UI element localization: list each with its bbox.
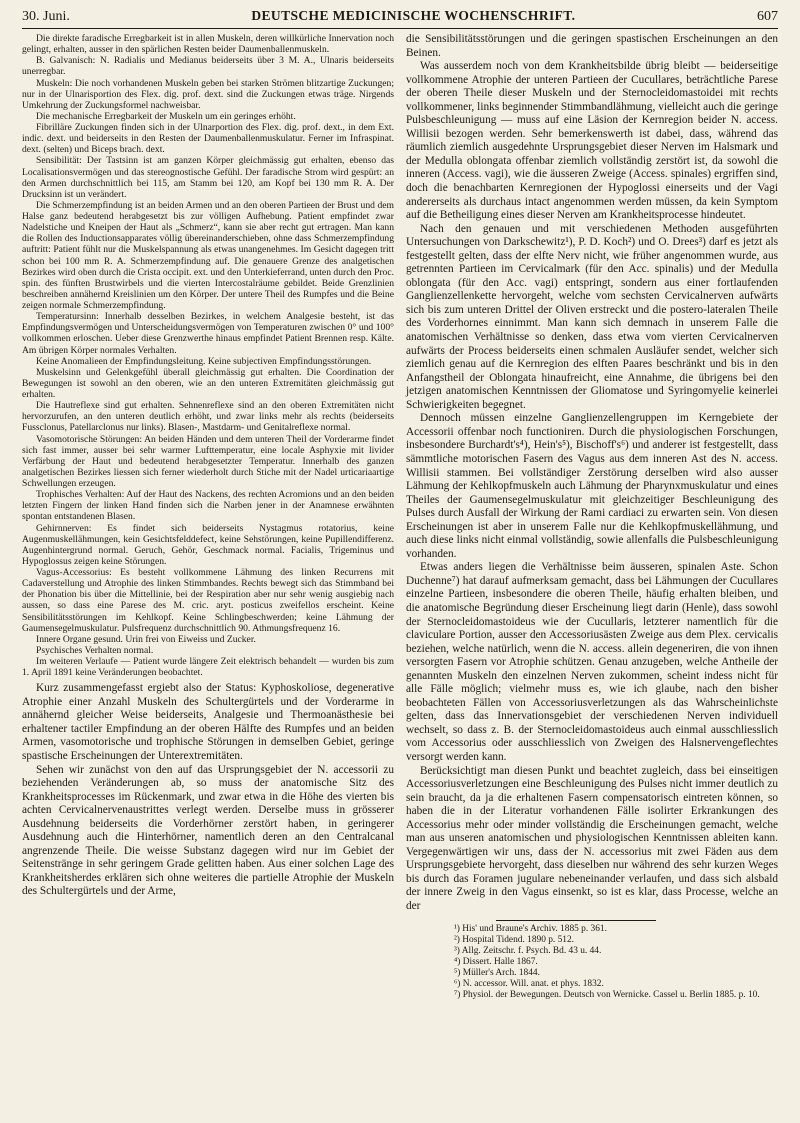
paragraph: Im weiteren Verlaufe — Patient wurde längere Zeit elektrisch behandelt — wurden bis zum 1. April 1891 keine Veränderungen beobachtet. [22,656,394,679]
paragraph: Vasomotorische Störungen: An beiden Händen und dem unteren Theil der Vorderarme findet sich fast immer, ausser bei sehr warmer Lufttemperatur, eine locale Asphyxie mit livider Verfärbung der Haut und bedeutend herabgesetzter Temperatur. Innerhalb des ganzen analgetischen Bezirkes liessen sich ferner wiederholt durch Stiche mit der Nadel urticariaartige Schwellungen erzeugen. [22,433,394,489]
paragraph: Keine Anomalieen der Empfindungsleitung. Keine subjectiven Empfindungsstörungen. [36,355,372,367]
paragraph: Temperatursinn: Innerhalb desselben Bezirkes, in welchem Analgesie besteht, ist das Empfindungsvermögen und Unterscheidungsvermögen von Temperaturen zwischen 0° und 100° vollkommen erloschen. Ueber diese Grenzwerthe hinaus empfindet Patient Brennen resp. Kälte. Am übrigen Körper normales Verhalten. [22,311,394,356]
paragraph: Innere Organe gesund. Urin frei von Eiweiss und Zucker. [36,633,256,645]
page-number: 607 [757,9,778,24]
issue-date: 30. Juni. [22,9,70,24]
paragraph: Die direkte faradische Erregbarkeit ist in allen Muskeln, deren willkürliche Innervation noch gelingt, erhalten, ausser in den spärlichen Resten beider Daumenballenmuskeln. [22,33,394,56]
footnote: ⁷) Physiol. der Bewegungen. Deutsch von Wernicke. Cassel u. Berlin 1885. p. 10. [454,989,760,1000]
paragraph: Etwas anders liegen die Verhältnisse beim äusseren, spinalen Aste. Schon Duchenne⁷) hat darauf aufmerksam gemacht, dass bei Lähmungen der Cucullares einzelne Partieen, insbesondere die oberen Theile, häufig erhalten bleiben, und die anatomische Begründung dieser Erscheinung liegt darin (Henle), dass sowohl der Sternocleidomastoideus wie der Cucullaris, letzterer namentlich für die claviculare Portion, ausser den Accessoriusästen Zweige aus dem Plex. cervicalis beziehen, welche natürlich, wenn die N. access. allein degeneriren, die von ihnen versorgten Fasern vor Atrophie schützen. Genau anzugeben, welche Antheile der genannten Muskeln den einzelnen Nerven zukommen, scheint indess nicht für alle Fälle möglich; vielmehr muss es, wie ich glaube, nach den bisher beobachteten Fällen von Accessoriusverletzungen als das Wahrscheinlichste gelten, dass das Innervationsgebiet der verschiedenen Nerven individuell wechselt, so dass z. B. der Sternocleidomastoideus auch einmal ausschliesslich vom Accessorius oder ausschliesslich von Zweigen des Halsnervengeflechtes versorgt werden kann. [406,561,778,763]
paragraph: Die Schmerzempfindung ist an beiden Armen und an den oberen Partieen der Brust und dem Halse ganz bedeutend herabgesetzt bis zur völligen Aufhebung. Patient empfindet zwar Nadelstiche und Kneipen der Haut als „Schmerz“, kann sie aber recht gut ertragen. Man kann die Rollen des Inductionsapparates völlig übereinanderschieben, ohne dass Schmerzempfindung auftritt: Patient fühlt nur die Muskelspannung als etwas unangenehmes. Im Gesicht dagegen tritt schon bei 100 mm R. A. Schmerzempfindung auf. Die genauere Grenze des analgetischen Bezirkes wird oben durch die Crista occipit. ext. und den Unterkieferrand, unten durch den Proc. spin. des fünften Brustwirbels und die vierten Intercostalräume gebildet. Beide Grenzlinien beschreiben annähernd Kreislinien um den Körper. Der untere Theil des Rumpfes und die Beine zeigen normale Schmerzempfindung. [22,199,394,311]
paragraph: Sehen wir zunächst von den auf das Ursprungsgebiet der N. accessorii zu beziehenden Veränderungen ab, so muss der anatomische Sitz des Krankheitsprocesses im Rückenmark, und zwar etwa in die Höhe des vierten bis achten Cervicalnervenaustrittes verlegt werden. Derselbe muss in grösserer Ausdehnung beiderseits die Vorderhörner zerstört haben, in geringerer Ausdehnung auch die Hinterhörner, namentlich deren an den Centralcanal angrenzende Theile. Die weisse Substanz dagegen wird nur im Gebiet der Seitenstränge in sehr geringem Grade gelitten haben. Aus einer solchen Lage des Krankheitsherdes erklären sich ohne weiteres die partielle Atrophie der Muskeln des Schultergürtels und der Arme, [22,763,394,898]
footnote: ¹) His' und Braune's Archiv. 1885 p. 361. [454,923,607,934]
paragraph: Gehirnnerven: Es findet sich beiderseits Nystagmus rotatorius, keine Augenmuskellähmungen, kein Gesichtsfelddefect, keine Sehstörungen, keine Pupillendifferenz. Augenhintergrund normal. Geruch, Gehör, Geschmack normal. Facialis, Trigeminus und Hypoglossus zeigen keine Störungen. [22,522,394,567]
paragraph: Nach den genauen und mit verschiedenen Methoden ausgeführten Untersuchungen von Darkschewitz¹), P. D. Koch²) und O. Drees³) darf es jetzt als festgestellt gelten, dass der elfte Nerv nicht, wie früher angenommen wurde, aus getrennten Partieen im Cervicalmark (für den Acc. spinalis) und der Medulla oblongata (für den Acc. vagi) entspringt, sondern aus einer fortlaufenden Ganglienzellenkette hervorgeht, welche vom sechsten Cervicalnerven aufwärts sich bis zum unteren Drittel der Oliven erstreckt und die postero-lateralen Theile des Vorderhornes einnimmt. Man kann sich demnach in unserem Falle die anatomischen Verhältnisse so denken, dass etwa vom vierten Cervicalnerven aufwärts der Process beiderseits einen schmalen Ausläufer sendet, welcher sich ziemlich genau auf die Kernregion des elften Paares beschränkt und bis in den Anfangstheil der Oblongata hinaufreicht, eine Annahme, die übrigens bei den jetzigen anatomischen Kenntnissen der Gliomatose und Syringomyelie keinerlei Schwierigkeiten begegnet. [406,222,778,411]
paragraph: B. Galvanisch: N. Radialis und Medianus beiderseits über 3 M. A., Ulnaris beiderseits unerregbar. [22,55,394,78]
summary-text [22,682,394,899]
paragraph: die Sensibilitätsstörungen und die geringen spastischen Erscheinungen an den Beinen. [406,33,778,59]
paragraph: Berücksichtigt man diesen Punkt und beachtet zugleich, dass bei einseitigen Accessoriusverletzungen eine Beschleunigung des Pulses nicht immer deutlich zu sein braucht, da ja die erhaltenen Fasern compensatorisch eintreten können, so haben die in der Literatur vorhandenen Fälle isolirter Erkrankungen des Accessorius mehr oder minder vollständig die Erscheinungen gemacht, welche man aus unseren anatomischen und physiologischen Kenntnissen ableiten kann. Vergegenwärtigen wir uns, dass der N. accessorius mit zwei Fäden aus dem Ursprungsgebiete hervorgeht, dass dieselben nur während des sehr kurzen Weges bis durch das Foramen jugulare nebeneinander verlaufen, und dass sich alsbald der innere Zweig in den Vagus einsenkt, so ist es klar, dass Processe, welche an der [406,764,778,912]
case-status-details [22,33,394,678]
discussion-text [406,33,778,914]
paragraph: Muskelsinn und Gelenkgefühl überall gleichmässig gut erhalten. Die Coordination der Bewegungen ist sowohl an den oberen, wie an den unteren Extremitäten gleichmässig gut erhalten. [22,366,394,400]
footnotes [406,924,778,1001]
footnote: ⁶) N. accessor. Will. anat. et phys. 1832. [454,978,604,989]
paragraph: Kurz zusammengefasst ergiebt also der Status: Kyphoskoliose, degenerative Atrophie einer Anzahl Muskeln des Schultergürtels und der Vorderarme in annähernd gleicher Weise beiderseits, Analgesie und Thermoanästhesie bei erhaltener tactiler Empfindung an der oberen Hälfte des Rumpfes und an beiden Armen, vasomotorische und trophische Störungen in demselben Gebiet, geringe spastische Erscheinungen der Unterextremitäten. [22,682,394,762]
page-header [22,8,778,29]
paragraph: Muskeln: Die noch vorhandenen Muskeln geben bei starken Strömen blitzartige Zuckungen; nur in der Ulnarisportion des Flex. dig. prof. dext. sind die Zuckungen etwas träge. Nirgends Umkehrung der Zuckungsformel nachweisbar. [22,77,394,111]
paragraph: Trophisches Verhalten: Auf der Haut des Nackens, des rechten Acromions und an den beiden letzten Fingern der linken Hand finden sich die Narben jener in der Anamnese erwähnten spontan entstandenen Blasen. [22,489,394,523]
journal-title: DEUTSCHE MEDICINISCHE WOCHENSCHRIFT. [251,8,576,23]
right-column [406,33,778,1001]
paragraph: Die mechanische Erregbarkeit der Muskeln um ein geringes erhöht. [36,110,296,122]
footnote: ⁵) Müller's Arch. 1844. [454,967,540,978]
paragraph: Die Hautreflexe sind gut erhalten. Sehnenreflexe sind an den oberen Extremitäten nicht hervorzurufen, an den unteren deutlich erhöht, und zwar links mehr als rechts (beiderseits Fussclonus, Patellarclonus nur links). Blasen-, Mastdarm- und Genitalreflexe normal. [22,400,394,434]
footnote-divider [496,920,656,921]
paragraph: Fibrilläre Zuckungen finden sich in der Ulnarportion des Flex. dig. prof. dext., in dem Ext. indic. dext. und beiderseits in den Resten der Daumenballenmuskulatur. Ferner im Infraspinat. dext. (selten) und Biceps brach. dext. [22,122,394,156]
paragraph: Psychisches Verhalten normal. [36,644,154,656]
footnote: ²) Hospital Tidend. 1890 p. 512. [454,934,575,945]
footnote: ³) Allg. Zeitschr. f. Psych. Bd. 43 u. 44. [454,945,602,956]
left-column [22,33,394,1001]
paragraph: Was ausserdem noch von dem Krankheitsbilde übrig bleibt — beiderseitige vollkommene Atrophie der unteren Partieen der Cucullares, beträchtliche Parese der oberen Theile dieser Muskeln und der Sternocleidomastoidei mit rechts vollkommener, links beginnender Stimmbandlähmung, vielleicht auch die geringe Pulsbeschleunigung — muss auf eine Läsion der Kernregion beider N. access. Willisii bezogen werden. Sehr bemerkenswerth ist dabei, dass, während das räumlich ziemlich ausgedehnte Ursprungsgebiet dieser Nerven im Halsmark und der Medulla oblongata offenbar ziemlich vollständig zerstört ist, da sowohl die inneren (Access. vagi), wie die äusseren Zweige (Access. spinales) ergriffen sind, doch die benachbarten Kernregionen der Hypoglossi einerseits und der Vagi andererseits als durchaus intact angenommen werden müssen, da kein Symptom auf die Betheiligung eines dieser Nerven am Krankheitsprocesse hindeutet. [406,60,778,222]
paragraph: Dennoch müssen einzelne Ganglienzellengruppen im Kerngebiete der Accessorii offenbar noch functioniren. Durch die physiologischen Forschungen, insbesondere Burchardt's⁴), Hein's⁵), Bischoff's⁶) und anderer ist festgestellt, dass sämmtliche motorischen Fasern des Vagus aus dem inneren Ast des N. access. Willisii stammen. Bei vollständiger Zerstörung derselben wird also ausser Lähmung der Kehlkopfmuskeln auch Lähmung der Pharynxmuskulatur und eines Theiles der Gaumensegelmuskulatur mit gleichzeitiger Beschleunigung des Pulses durch Ausfall der Wirkung der Rami cardiaci zu erwarten sein. Von diesen Erscheinungen ist aber in unserem Falle nur die Kehlkopfmuskellähmung, und auch diese links nicht einmal vollständig, sowie allenfalls die Pulsbeschleunigung vorhanden. [406,412,778,560]
paragraph: Vagus-Accessorius: Es besteht vollkommene Lähmung des linken Recurrens mit Cadaverstellung und Atrophie des linken Stimmbandes. Rechts bewegt sich das Stimmband bei der Phonation bis über die Mittellinie, bei der Respiration aber nur sehr wenig ausgiebig nach aussen, so dass eine Parese des M. cric. aryt. posticus zweifellos erscheint. Keine Sensibilitätsstörungen im Kehlkopf. Keine Schlingbeschwerden; keine Lähmung der Gaumensegelmuskulatur. Pulsfrequenz durchschnittlich 90. Athmungsfrequenz 16. [22,567,394,634]
footnote: ⁴) Dissert. Halle 1867. [454,956,538,967]
paragraph: Sensibilität: Der Tastsinn ist am ganzen Körper gleichmässig gut erhalten, ebenso das Localisationsvermögen und das stereognostische Gefühl. Der faradische Strom wird gespürt: an den Armen durchschnittlich bei 115, am Stamm bei 120, am Kopf bei 130 mm R. A. Der Drucksinn ist un verändert. [22,155,394,200]
